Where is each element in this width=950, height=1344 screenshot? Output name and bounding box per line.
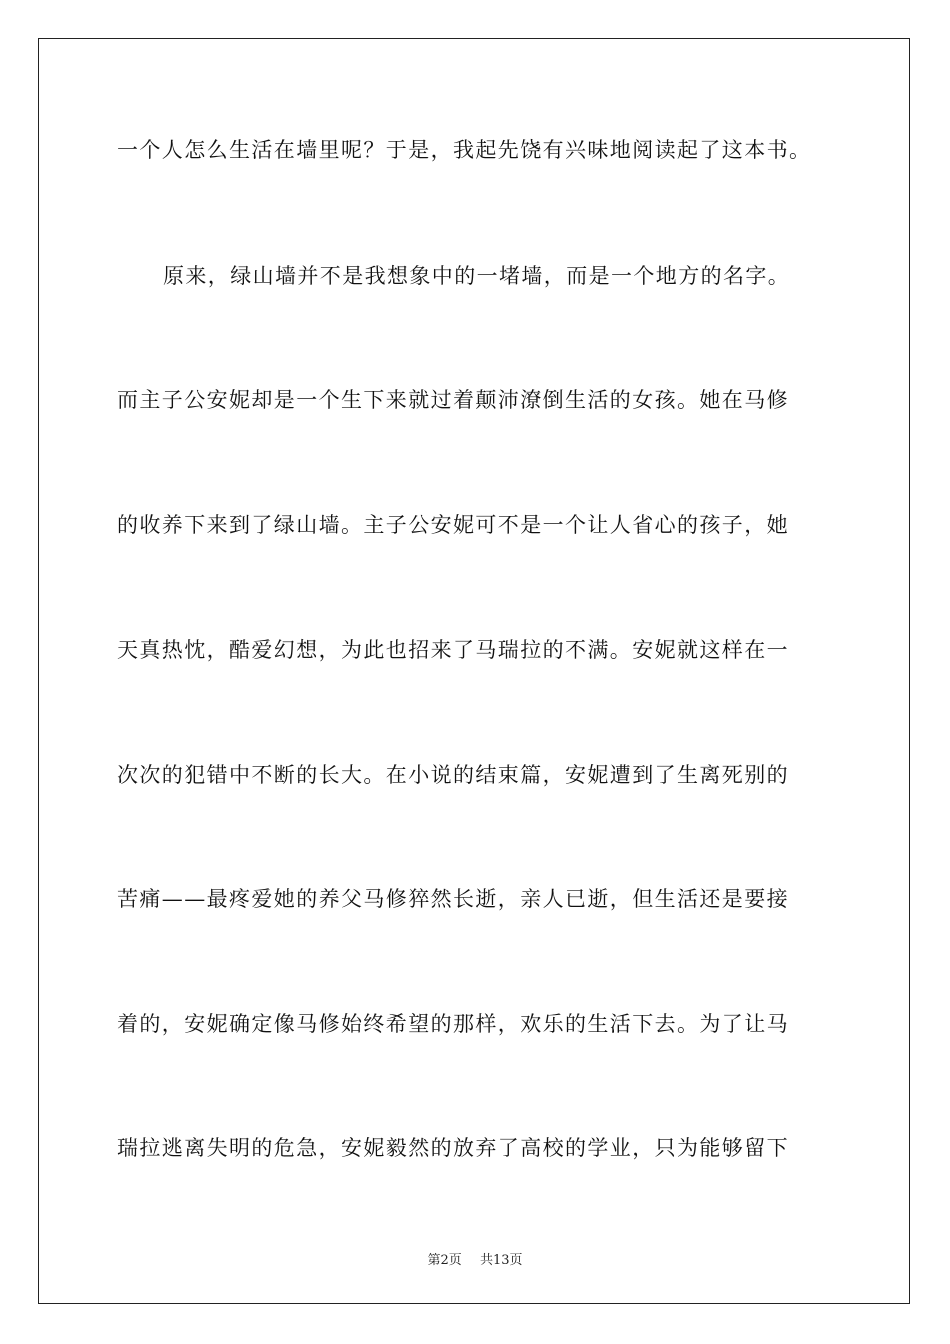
text-line-4: 的收养下来到了绿山墙。主子公安妮可不是一个让人省心的孩子，她	[117, 513, 789, 537]
page-footer	[0, 1249, 950, 1268]
text-line-1: 一个人怎么生活在墙里呢？于是，我起先饶有兴味地阅读起了这本书。	[117, 138, 812, 162]
text-line-5: 天真热忱，酷爱幻想，为此也招来了马瑞拉的不满。安妮就这样在一	[117, 638, 789, 662]
page-total: 共13页	[479, 1253, 523, 1268]
text-line-3: 而主子公安妮却是一个生下来就过着颠沛潦倒生活的女孩。她在马修	[117, 388, 789, 412]
page-number: 第2页	[427, 1253, 462, 1268]
text-line-6: 次次的犯错中不断的长大。在小说的结束篇，安妮遭到了生离死别的	[117, 763, 789, 787]
text-line-9: 瑞拉逃离失明的危急，安妮毅然的放弃了高校的学业，只为能够留下	[117, 1136, 789, 1160]
text-line-2: 原来，绿山墙并不是我想象中的一堵墙，而是一个地方的名字。	[163, 264, 791, 288]
page-frame	[38, 38, 910, 1304]
text-line-7: 苦痛——最疼爱她的养父马修猝然长逝，亲人已逝，但生活还是要接	[117, 887, 789, 911]
text-line-8: 着的，安妮确定像马修始终希望的那样，欢乐的生活下去。为了让马	[117, 1012, 789, 1036]
